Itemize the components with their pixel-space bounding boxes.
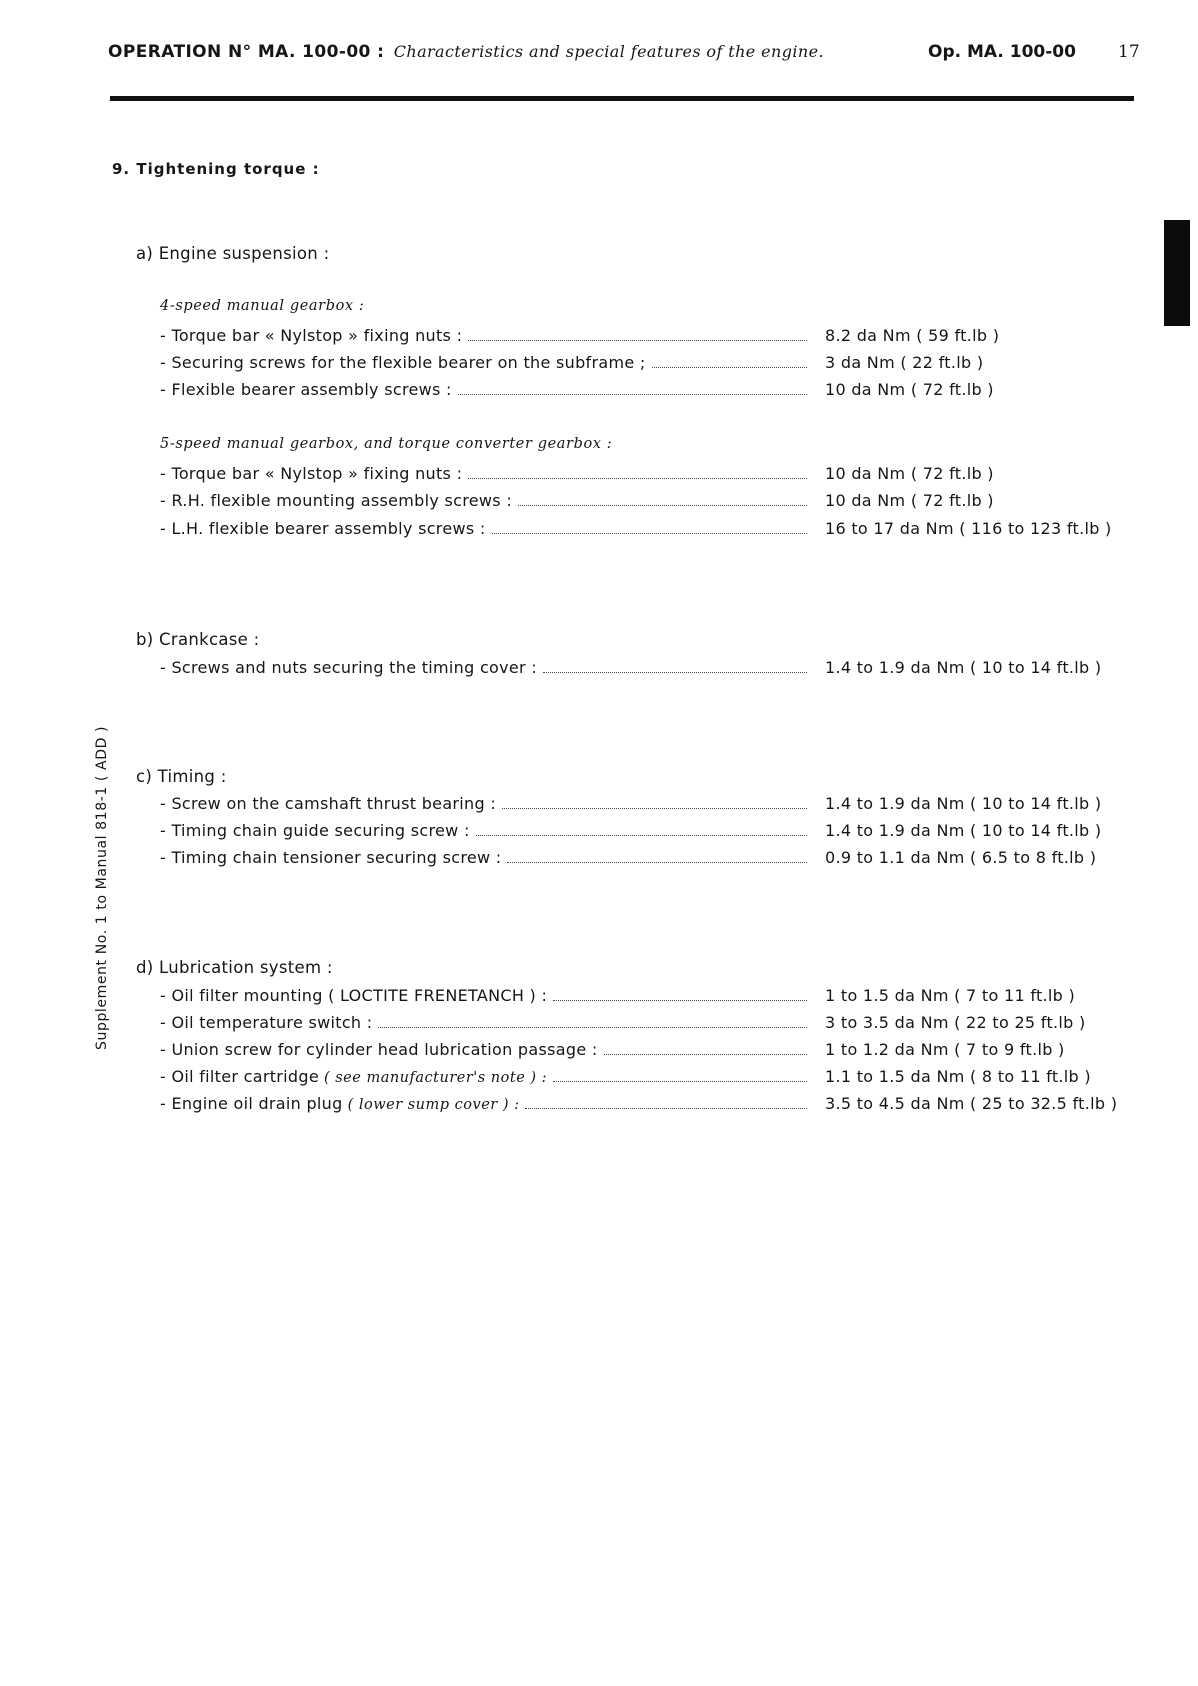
torque-row-value: 10 da Nm ( 72 ft.lb ) <box>825 380 994 399</box>
torque-row-value: 1.4 to 1.9 da Nm ( 10 to 14 ft.lb ) <box>825 821 1102 840</box>
operation-reference: Op. MA. 100-00 <box>928 42 1076 62</box>
torque-row-desc: - R.H. flexible mounting assembly screws : <box>160 491 513 510</box>
torque-row <box>160 986 810 1008</box>
header-rule <box>110 96 1134 101</box>
operation-number: OPERATION N° MA. 100-00 : <box>108 42 385 62</box>
subheading-4-speed: 4-speed manual gearbox : <box>160 298 365 314</box>
dot-leader <box>652 367 807 368</box>
dot-leader <box>492 533 807 534</box>
timing-heading: c) Timing : <box>136 767 227 786</box>
dot-leader <box>553 1081 807 1082</box>
torque-row <box>160 380 810 402</box>
page-number: 17 <box>1118 42 1140 62</box>
torque-row <box>160 1094 810 1116</box>
torque-row-desc: - Timing chain tensioner securing screw : <box>160 848 502 867</box>
dot-leader <box>553 1000 807 1001</box>
dot-leader <box>468 340 807 341</box>
crankcase-heading: b) Crankcase : <box>136 630 260 649</box>
torque-row-value: 1.1 to 1.5 da Nm ( 8 to 11 ft.lb ) <box>825 1067 1091 1086</box>
dot-leader <box>378 1027 807 1028</box>
torque-row-desc: - Torque bar « Nylstop » fixing nuts : <box>160 464 463 483</box>
torque-row-note: ( lower sump cover ) : <box>347 1097 520 1113</box>
torque-row-value: 1.4 to 1.9 da Nm ( 10 to 14 ft.lb ) <box>825 794 1102 813</box>
torque-row <box>160 1067 810 1089</box>
dot-leader <box>468 478 807 479</box>
torque-row-desc: - Timing chain guide securing screw : <box>160 821 470 840</box>
header-left <box>108 42 824 62</box>
dot-leader <box>502 808 807 809</box>
torque-row-value: 1 to 1.5 da Nm ( 7 to 11 ft.lb ) <box>825 986 1076 1005</box>
dot-leader <box>543 672 807 673</box>
torque-row <box>160 491 810 513</box>
dot-leader <box>458 394 807 395</box>
subheading-5-speed: 5-speed manual gearbox, and torque converter gearbox : <box>160 436 613 452</box>
torque-row-value: 10 da Nm ( 72 ft.lb ) <box>825 491 994 510</box>
torque-row <box>160 1013 810 1035</box>
torque-row-value: 1 to 1.2 da Nm ( 7 to 9 ft.lb ) <box>825 1040 1065 1059</box>
dot-leader <box>507 862 807 863</box>
torque-row-value: 1.4 to 1.9 da Nm ( 10 to 14 ft.lb ) <box>825 658 1102 677</box>
torque-row-desc: - Engine oil drain plug <box>160 1094 343 1113</box>
torque-row-value: 10 da Nm ( 72 ft.lb ) <box>825 464 994 483</box>
dot-leader <box>476 835 807 836</box>
thumb-index-tab <box>1164 220 1190 326</box>
spine-label: Supplement No. 1 to Manual 818-1 ( ADD ) <box>94 725 110 1050</box>
torque-row-desc: - Securing screws for the flexible bearer on the subframe ; <box>160 353 646 372</box>
torque-row-desc: - Oil temperature switch : <box>160 1013 373 1032</box>
torque-row <box>160 794 810 816</box>
torque-row-value: 3 da Nm ( 22 ft.lb ) <box>825 353 984 372</box>
dot-leader <box>518 505 807 506</box>
torque-row-desc: - Oil filter mounting ( LOCTITE FRENETANCH ) : <box>160 986 548 1005</box>
torque-row <box>160 519 810 541</box>
page-header <box>108 38 1138 72</box>
torque-row-desc: - Torque bar « Nylstop » fixing nuts : <box>160 326 463 345</box>
torque-row-desc: - L.H. flexible bearer assembly screws : <box>160 519 486 538</box>
torque-row <box>160 464 810 486</box>
torque-row-desc: - Union screw for cylinder head lubrication passage : <box>160 1040 598 1059</box>
dot-leader <box>525 1108 807 1109</box>
engine-suspension-heading: a) Engine suspension : <box>136 244 330 263</box>
torque-row-value: 3 to 3.5 da Nm ( 22 to 25 ft.lb ) <box>825 1013 1086 1032</box>
section-title: 9. Tightening torque : <box>112 160 320 178</box>
torque-row <box>160 1040 810 1062</box>
torque-row-value: 3.5 to 4.5 da Nm ( 25 to 32.5 ft.lb ) <box>825 1094 1118 1113</box>
torque-row-note: ( see manufacturer's note ) : <box>323 1070 548 1086</box>
operation-description: Characteristics and special features of the engine. <box>393 42 824 61</box>
torque-row-desc: - Screws and nuts securing the timing cover : <box>160 658 538 677</box>
torque-row <box>160 326 810 348</box>
torque-row <box>160 821 810 843</box>
torque-row-desc: - Screw on the camshaft thrust bearing : <box>160 794 497 813</box>
torque-row <box>160 848 810 870</box>
dot-leader <box>604 1054 807 1055</box>
torque-row-value: 16 to 17 da Nm ( 116 to 123 ft.lb ) <box>825 519 1112 538</box>
torque-row-value: 0.9 to 1.1 da Nm ( 6.5 to 8 ft.lb ) <box>825 848 1097 867</box>
lubrication-heading: d) Lubrication system : <box>136 958 333 977</box>
torque-row <box>160 658 810 680</box>
torque-row-desc: - Oil filter cartridge <box>160 1067 319 1086</box>
torque-row-value: 8.2 da Nm ( 59 ft.lb ) <box>825 326 1000 345</box>
torque-row <box>160 353 810 375</box>
torque-row-desc: - Flexible bearer assembly screws : <box>160 380 452 399</box>
